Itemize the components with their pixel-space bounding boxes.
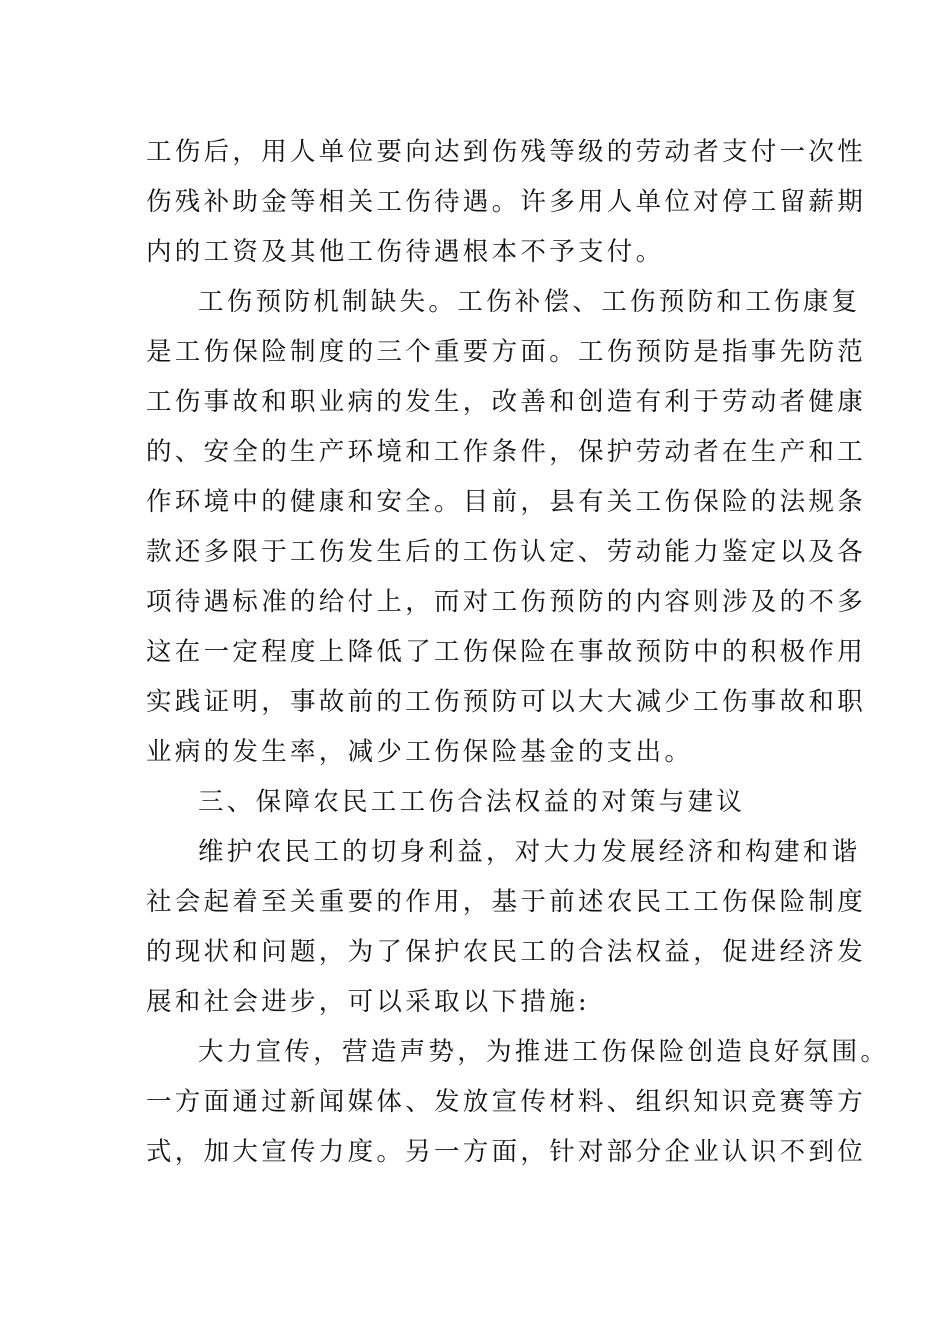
- text-line: 款还多限于工伤发生后的工伤认定、劳动能力鉴定以及各: [146, 537, 867, 567]
- text-line: 展和社会进步，可以采取以下措施:: [146, 987, 590, 1017]
- text-line: 业病的发生率，减少工伤保险基金的支出。: [146, 737, 694, 767]
- text-line: 内的工资及其他工伤待遇根本不予支付。: [146, 237, 665, 267]
- text-line: 是工伤保险制度的三个重要方面。工伤预防是指事先防范: [146, 337, 867, 367]
- text-line: 项待遇标准的给付上，而对工伤预防的内容则涉及的不多: [146, 587, 867, 617]
- text-line: 一方面通过新闻媒体、发放宣传材料、组织知识竞赛等方: [146, 1087, 867, 1117]
- paragraph-first-line: 工伤预防机制缺失。工伤补偿、工伤预防和工伤康复: [198, 287, 861, 317]
- text-line: 工伤后，用人单位要向达到伤残等级的劳动者支付一次性: [146, 137, 867, 167]
- text-line: 伤残补助金等相关工伤待遇。许多用人单位对停工留薪期: [146, 187, 867, 217]
- text-line: 的、安全的生产环境和工作条件，保护劳动者在生产和工: [146, 437, 867, 467]
- paragraph-first-line: 大力宣传，营造声势，为推进工伤保险创造良好氛围。: [198, 1037, 890, 1067]
- text-line: 式，加大宣传力度。另一方面，针对部分企业认识不到位: [146, 1137, 867, 1167]
- text-line: 社会起着至关重要的作用，基于前述农民工工伤保险制度: [146, 887, 867, 917]
- text-line: 的现状和问题，为了保护农民工的合法权益，促进经济发: [146, 937, 867, 967]
- text-line: 实践证明，事故前的工伤预防可以大大减少工伤事故和职: [146, 687, 867, 717]
- section-heading: 三、保障农民工工伤合法权益的对策与建议: [198, 787, 746, 817]
- text-line: 作环境中的健康和安全。目前，县有关工伤保险的法规条: [146, 487, 867, 517]
- text-line: 工伤事故和职业病的发生，改善和创造有利于劳动者健康: [146, 387, 867, 417]
- text-line: 这在一定程度上降低了工伤保险在事故预防中的积极作用: [146, 637, 867, 667]
- paragraph-first-line: 维护农民工的切身利益，对大力发展经济和构建和谐: [198, 837, 861, 867]
